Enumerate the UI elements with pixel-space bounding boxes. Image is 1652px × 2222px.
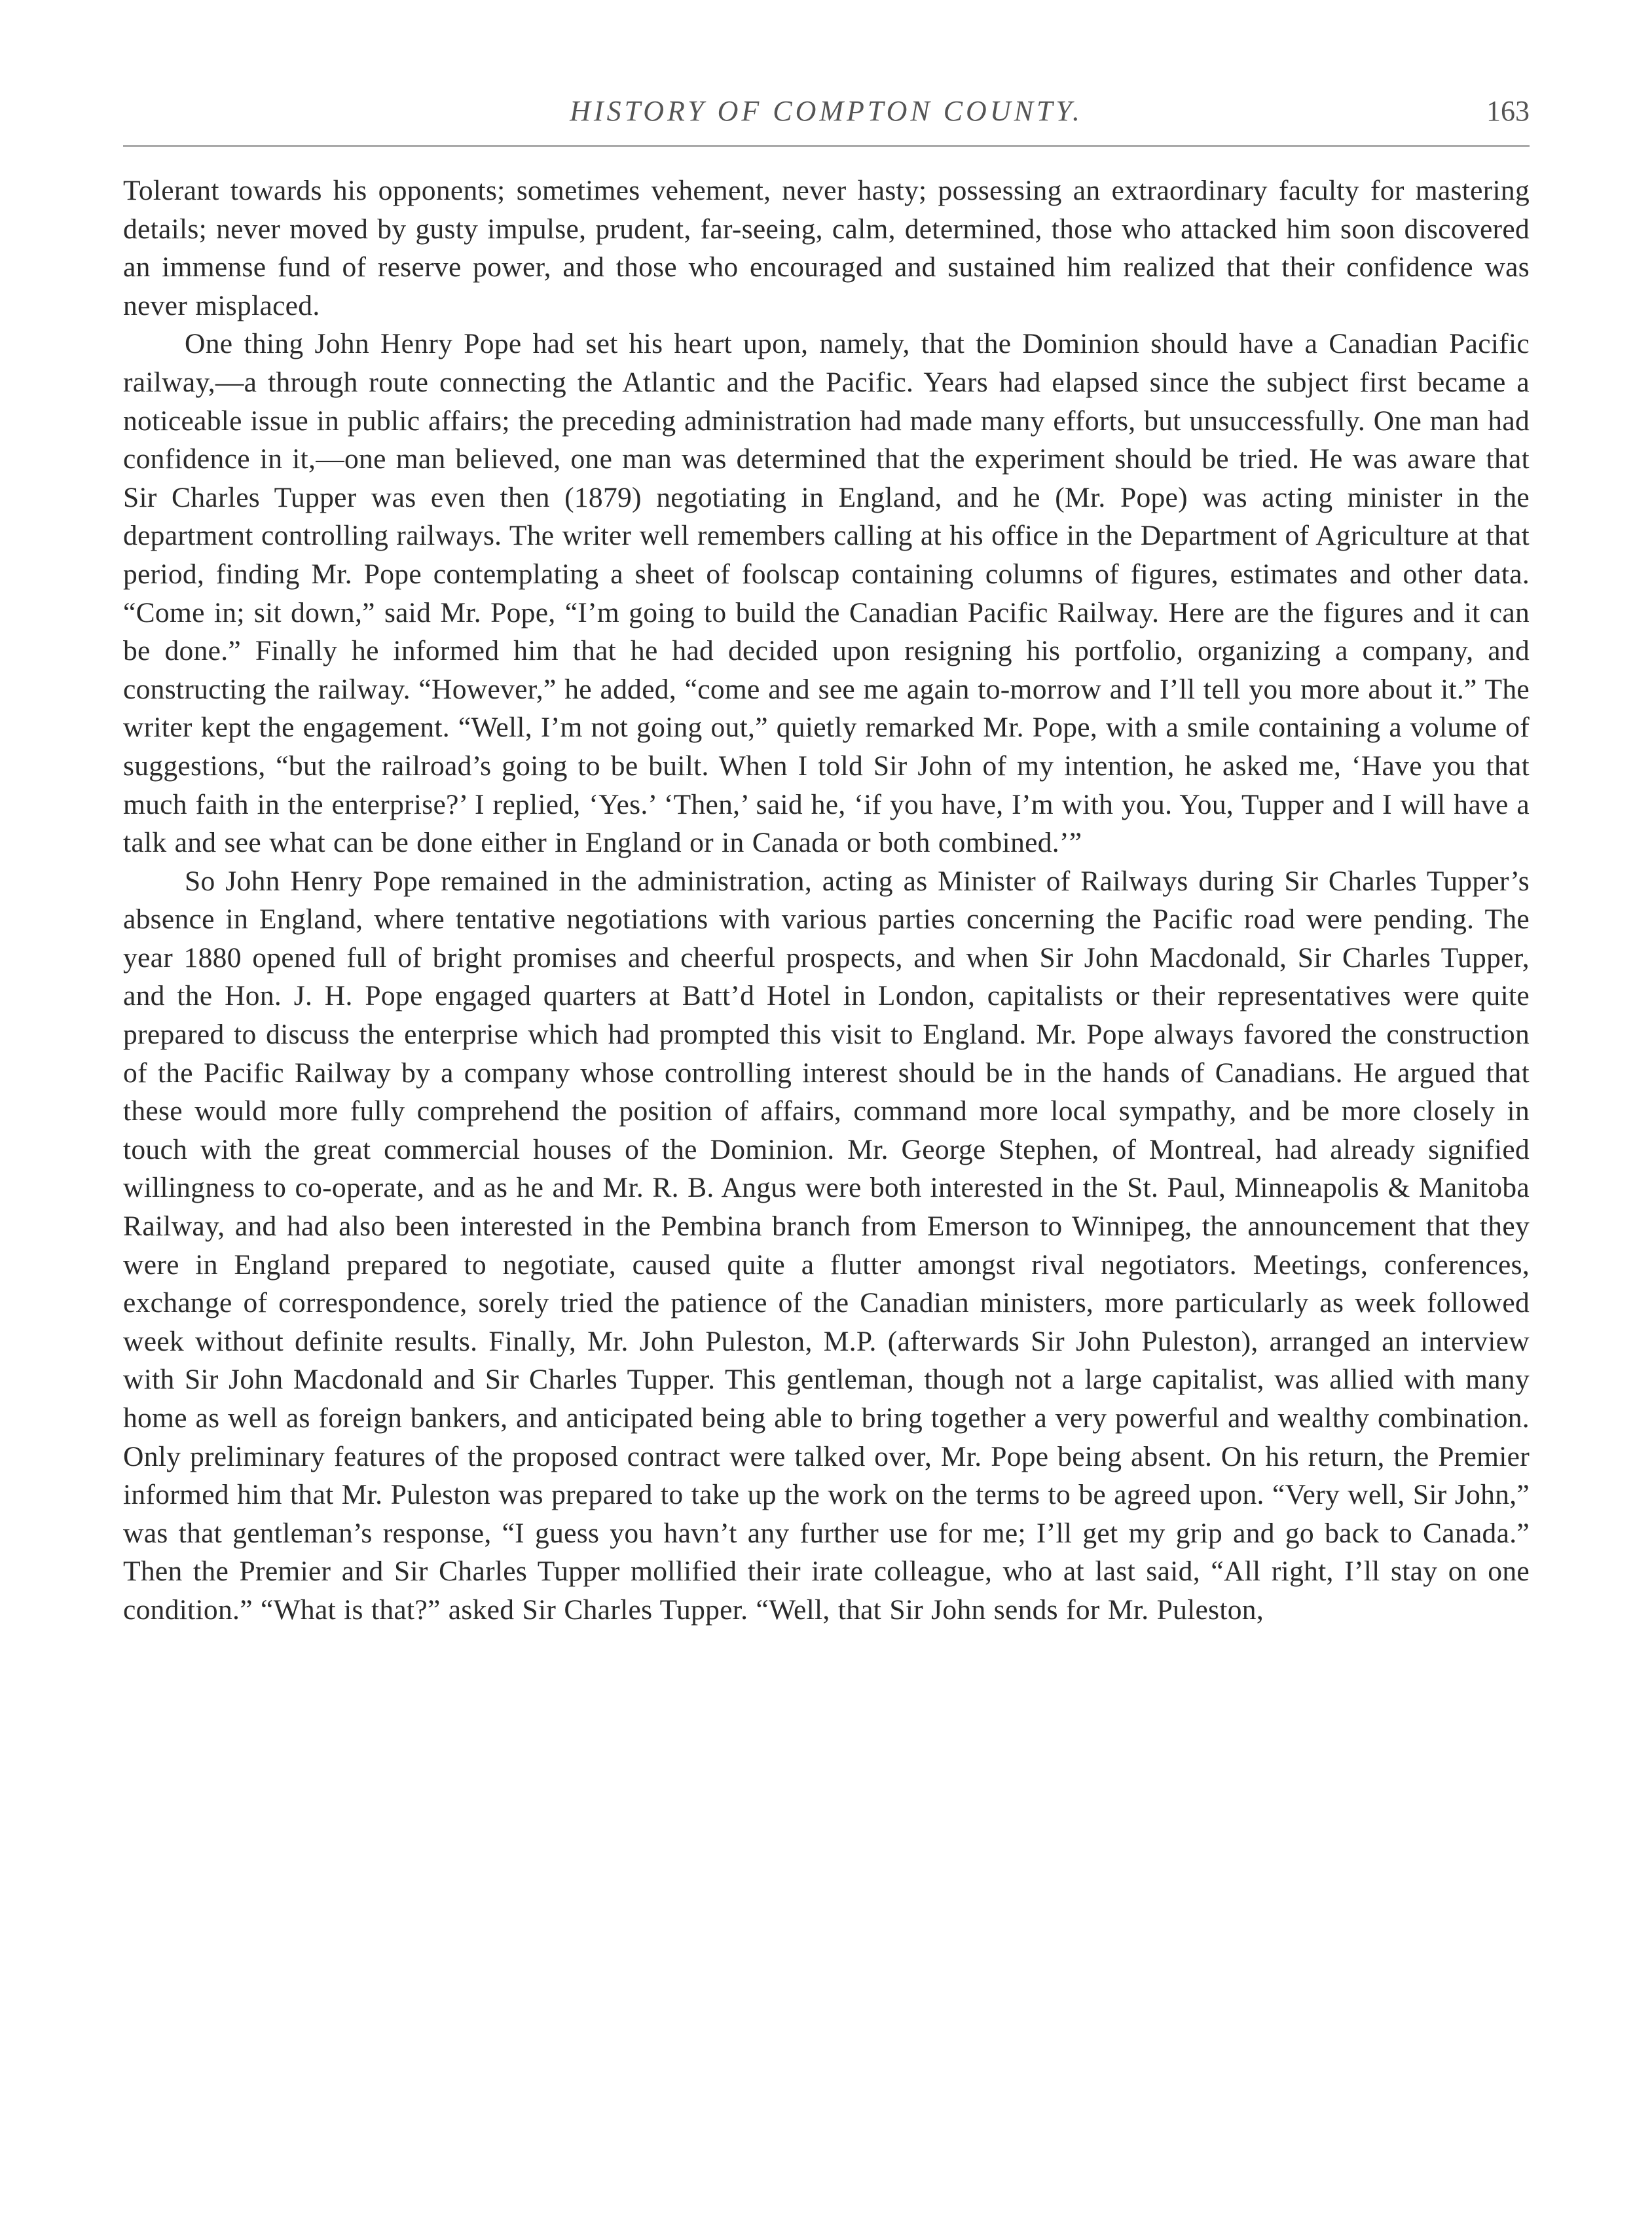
page-number: 163	[1486, 95, 1530, 127]
paragraph-1: Tolerant towards his opponents; sometimes vehement, never hasty; possessing an extraordinary faculty for mastering details; never moved by gusty impulse, prudent, far-seeing, calm, determined, those who attacked him soon discovered an immense fund of reserve power, and those who encouraged and sustained him realized that their confidence was never misplaced.	[123, 175, 1530, 321]
running-header	[123, 90, 1530, 132]
paragraph-2: One thing John Henry Pope had set his heart upon, namely, that the Dominion should have a Canadian Pacific railway,—a through route connecting the Atlantic and the Pacific. Years had elapsed since the subject first became a noticeable issue in public affairs; the preceding administration had made many efforts, but unsuccessfully. One man had confidence in it,—one man believed, one man was determined that the experiment should be tried. He was aware that Sir Charles Tupper was even then (1879) negotiating in England, and he (Mr. Pope) was acting minister in the department controlling railways. The writer well remembers calling at his office in the Department of Agriculture at that period, finding Mr. Pope contemplating a sheet of foolscap containing columns of figures, estimates and other data. “Come in; sit down,” said Mr. Pope, “I’m going to build the Canadian Pacific Railway. Here are the figures and it can be done.” Finally he informed him that he had decided upon resigning his portfolio, organizing a company, and constructing the railway. “However,” he added, “come and see me again to-morrow and I’ll tell you more about it.” The writer kept the engagement. “Well, I’m not going out,” quietly remarked Mr. Pope, with a smile containing a volume of suggestions, “but the railroad’s going to be built. When I told Sir John of my intention, he asked me, ‘Have you that much faith in the enterprise?’ I replied, ‘Yes.’ ‘Then,’ said he, ‘if you have, I’m with you. You, Tupper and I will have a talk and see what can be done either in England or in Canada or both combined.’”	[123, 328, 1530, 859]
paragraph-3: So John Henry Pope remained in the administration, acting as Minister of Railways during Sir Charles Tupper’s absence in England, where tentative negotiations with various parties concerning the Pacific road were pending. The year 1880 opened full of bright promises and cheerful prospects, and when Sir John Macdonald, Sir Charles Tupper, and the Hon. J. H. Pope engaged quarters at Batt’d Hotel in London, capitalists or their representatives were quite prepared to discuss the enterprise which had prompted this visit to England. Mr. Pope always favored the construction of the Pacific Railway by a company whose controlling interest should be in the hands of Canadians. He argued that these would more fully comprehend the position of affairs, command more local sympathy, and be more closely in touch with the great commercial houses of the Dominion. Mr. George Stephen, of Montreal, had already signified willingness to co-operate, and as he and Mr. R. B. Angus were both interested in the St. Paul, Minneapolis & Manitoba Railway, and had also been interested in the Pembina branch from Emerson to Winnipeg, the announcement that they were in England prepared to negotiate, caused quite a flutter amongst rival negotiators. Meetings, conferences, exchange of correspondence, sorely tried the patience of the Canadian ministers, more particularly as week followed week without definite results. Finally, Mr. John Puleston, M.P. (afterwards Sir John Puleston), arranged an interview with Sir John Macdonald and Sir Charles Tupper. This gentleman, though not a large capitalist, was allied with many home as well as foreign bankers, and anticipated being able to bring together a very powerful and wealthy combination. Only preliminary features of the proposed contract were talked over, Mr. Pope being absent. On his return, the Premier informed him that Mr. Puleston was prepared to take up the work on the terms to be agreed upon. “Very well, Sir John,” was that gentleman’s response, “I guess you havn’t any further use for me; I’ll get my grip and go back to Canada.” Then the Premier and Sir Charles Tupper mollified their irate colleague, who at last said, “All right, I’ll stay on one condition.” “What is that?” asked Sir Charles Tupper. “Well, that Sir John sends for Mr. Puleston,	[123, 865, 1530, 1626]
body-text	[123, 172, 1530, 1630]
running-title: HISTORY OF COMPTON COUNTY.	[570, 95, 1083, 127]
header-rule	[123, 145, 1530, 147]
